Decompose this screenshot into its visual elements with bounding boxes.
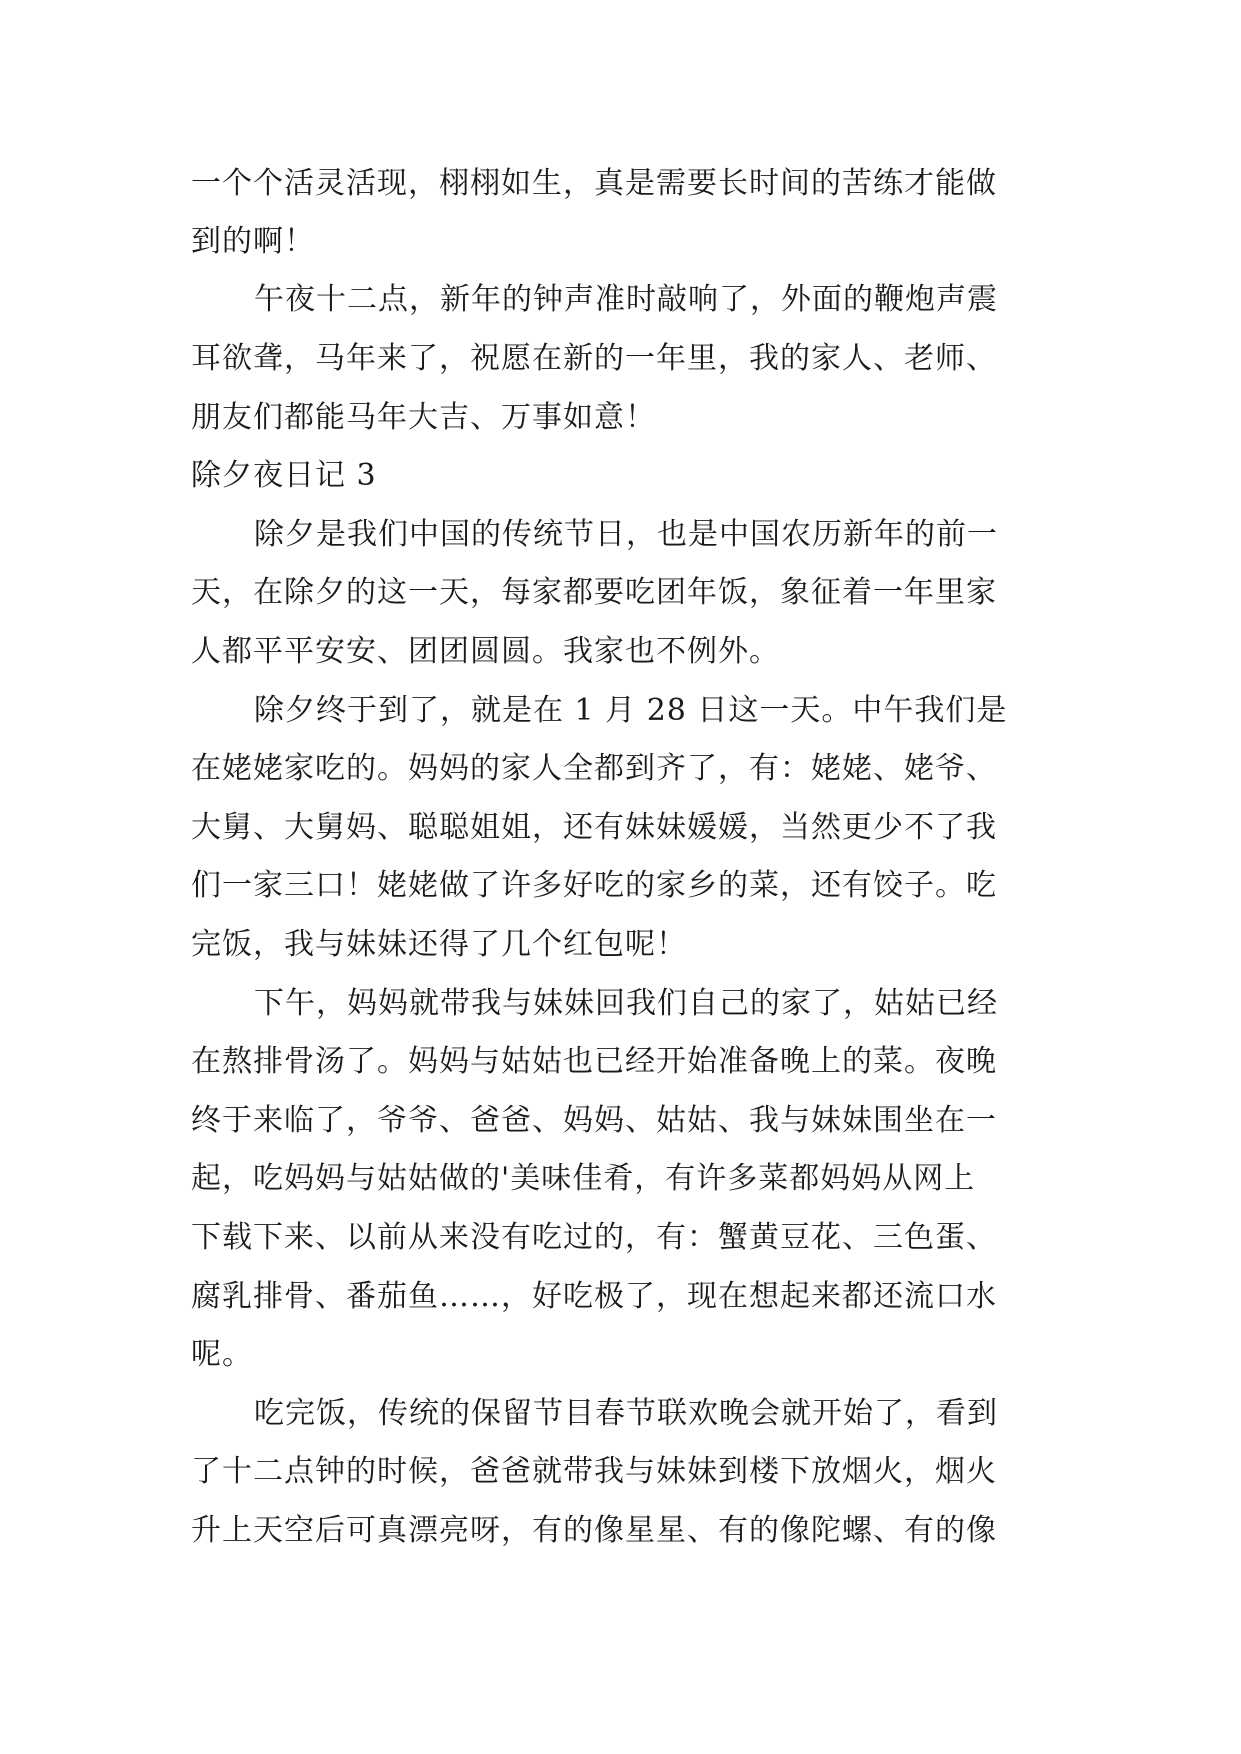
text-line: 了十二点钟的时候，爸爸就带我与妹妹到楼下放烟火，烟火 (191, 1454, 997, 1489)
text-line: 起，吃妈妈与姑姑做的'美味佳肴，有许多菜都妈妈从网上 (191, 1161, 976, 1196)
text-line: 除夕是我们中国的传统节日，也是中国农历新年的前一 (254, 517, 998, 552)
text-line: 在熬排骨汤了。妈妈与姑姑也已经开始准备晚上的菜。夜晚 (191, 1044, 997, 1079)
text-line: 终于来临了，爷爷、爸爸、妈妈、姑姑、我与妹妹围坐在一 (191, 1103, 997, 1138)
text-line: 在姥姥家吃的。妈妈的家人全都到齐了，有：姥姥、姥爷、 (191, 751, 997, 786)
text-line: 升上天空后可真漂亮呀，有的像星星、有的像陀螺、有的像 (191, 1513, 997, 1548)
text-line: 除夕终于到了，就是在 1 月 28 日这一天。中午我们是 (254, 693, 1008, 728)
text-line: 午夜十二点，新年的钟声准时敲响了，外面的鞭炮声震 (254, 282, 998, 317)
text-line: 朋友们都能马年大吉、万事如意！ (191, 400, 656, 435)
text-line: 呢。 (191, 1337, 253, 1372)
section-heading: 除夕夜日记 3 (191, 458, 377, 493)
text-line: 人都平平安安、团团圆圆。我家也不例外。 (191, 634, 780, 669)
text-line: 完饭，我与妹妹还得了几个红包呢！ (191, 927, 687, 962)
text-line: 下载下来、以前从来没有吃过的，有：蟹黄豆花、三色蛋、 (191, 1220, 997, 1255)
text-line: 大舅、大舅妈、聪聪姐姐，还有妹妹媛媛，当然更少不了我 (191, 810, 997, 845)
text-line: 一个个活灵活现，栩栩如生，真是需要长时间的苦练才能做 (191, 166, 997, 201)
text-line: 腐乳排骨、番茄鱼……，好吃极了，现在想起来都还流口水 (191, 1279, 997, 1314)
text-line: 下午，妈妈就带我与妹妹回我们自己的家了，姑姑已经 (254, 986, 998, 1021)
text-line: 吃完饭，传统的保留节目春节联欢晚会就开始了，看到 (254, 1396, 998, 1431)
text-line: 们一家三口！姥姥做了许多好吃的家乡的菜，还有饺子。吃 (191, 868, 997, 903)
text-line: 天，在除夕的这一天，每家都要吃团年饭，象征着一年里家 (191, 575, 997, 610)
text-line: 耳欲聋，马年来了，祝愿在新的一年里，我的家人、老师、 (191, 341, 997, 376)
text-line: 到的啊！ (191, 224, 315, 259)
